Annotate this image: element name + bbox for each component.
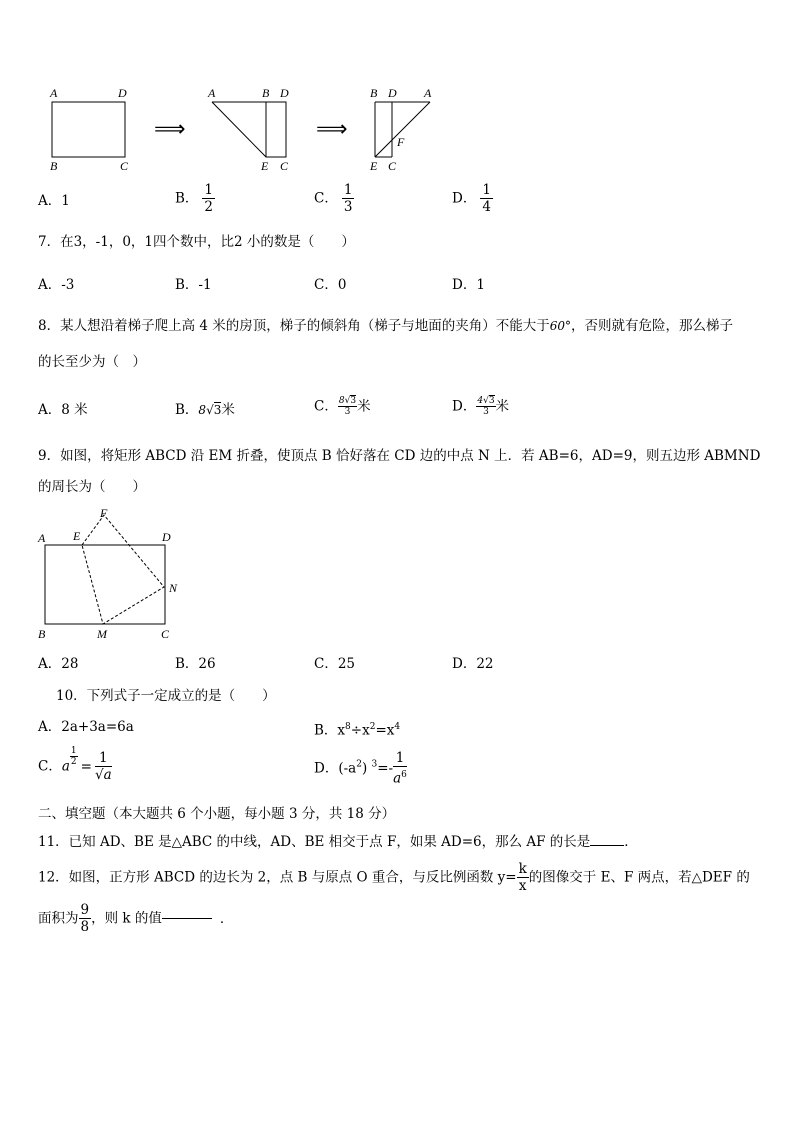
exponent-fraction: $\frac{1}{2}$ (70, 746, 77, 767)
fig2-label-b: B (262, 86, 270, 100)
q9-option-c[interactable]: C．25 (314, 656, 356, 672)
q10-stem: 10．下列式子一定成立的是（ ） (56, 688, 276, 704)
fraction: $\frac{1}{3}$ (343, 182, 353, 215)
fig3-label-a: A (424, 86, 432, 100)
q9-stem-line1: 9．如图，将矩形 ABCD 沿 EM 折叠，使顶点 B 恰好落在 CD 边的中点 N 上．若 AB=6，AD=9，则五边形 ABMND (38, 448, 761, 464)
q9-label-c: C (161, 627, 170, 641)
q7-stem: 7．在3，-1，0，1四个数中，比2 小的数是（ ） (38, 234, 355, 250)
option-prefix: C． (314, 190, 338, 207)
fig2-label-a: A (208, 86, 216, 100)
q9-option-d[interactable]: D．22 (452, 656, 494, 672)
q6-option-c[interactable] (314, 182, 354, 215)
fraction: $\frac{1}{2}$ (204, 182, 214, 215)
fold-dashed-lines (82, 515, 164, 624)
fig2-label-e: E (261, 159, 269, 173)
fraction: $\frac{1}{4}$ (482, 182, 491, 215)
fig3-label-c: C (388, 159, 397, 173)
fraction: $\frac{k}{x}$ (518, 861, 527, 894)
q9-label-e: E (73, 529, 81, 543)
section-2-title: 二、填空题（本大题共 6 个小题，每小题 3 分，共 18 分） (38, 806, 396, 822)
fold-shape-2 (212, 102, 286, 157)
fig3-label-e: E (370, 159, 378, 173)
fraction: $\frac{8√3}{3}$ (338, 396, 357, 417)
q8-stem-line1: 8．某人想沿着梯子爬上高 4 米的房顶，梯子的倾斜角（梯子与地面的夹角）不能大于60°，否则就有危险，那么梯子 (38, 318, 734, 334)
q9-option-b[interactable]: B．26 (175, 656, 216, 672)
fig1-label-a: A (50, 86, 58, 100)
q9-option-a[interactable]: A．28 (38, 656, 79, 672)
q9-label-a: A (38, 531, 46, 545)
arrow-icon: ⟹ (154, 117, 186, 142)
q9-label-f: F (100, 506, 108, 520)
fraction: $\frac{1}{√a}$ (94, 750, 112, 783)
q10-option-d[interactable]: D．$(-a^2)$ $^3$=- $\frac{1}{a^6}$ (314, 750, 407, 787)
q12-stem-line2: 面积为 $\frac{9}{8}$ ，则 k 的值 ． (38, 902, 234, 935)
q9-label-b: B (38, 627, 46, 641)
fig1-label-c: C (120, 159, 129, 173)
q9-label-d: D (162, 530, 171, 544)
fig3-label-b: B (370, 86, 378, 100)
q8-option-b[interactable]: B．8√3米 (175, 402, 235, 418)
option-prefix: A． (38, 193, 62, 209)
q6-option-d[interactable] (452, 182, 493, 215)
q7-option-d[interactable]: D．1 (452, 277, 485, 293)
q6-option-a[interactable] (38, 192, 70, 210)
q9-label-n: N (169, 581, 178, 595)
rectangle-abcd (45, 545, 165, 624)
q7-option-a[interactable]: A．-3 (38, 277, 75, 293)
fig3-label-d: D (388, 86, 397, 100)
q8-option-c[interactable]: C． $\frac{8√3}{3}$ 米 (314, 396, 371, 417)
option-prefix: D． (452, 190, 477, 207)
fig1-label-b: B (50, 159, 58, 173)
fig2-label-d: D (280, 86, 289, 100)
fraction: $\frac{9}{8}$ (80, 902, 90, 935)
fraction: $\frac{1}{a^6}$ (393, 750, 407, 787)
fold-sequence-figure (36, 80, 456, 178)
q6-option-b[interactable] (175, 182, 215, 215)
arrow-icon: ⟹ (316, 117, 348, 142)
q8-stem-line2: 的长至少为（ ） (38, 354, 146, 370)
q9-stem-line2: 的周长为（ ） (38, 479, 146, 495)
q12-stem-line1: 12．如图，正方形 ABCD 的边长为 2，点 B 与原点 O 重合，与反比例函数 y= $\frac{k}{x}$ 的图像交于 E、F 两点，若△DEF 的 (38, 861, 750, 894)
q9-label-m: M (97, 627, 107, 641)
option-value: 1 (61, 193, 70, 209)
q9-fold-figure (36, 505, 186, 645)
q8-option-d[interactable]: D． $\frac{4√3}{3}$ 米 (452, 396, 510, 417)
fig2-label-c: C (280, 159, 289, 173)
q7-option-c[interactable]: C．0 (314, 277, 347, 293)
option-prefix: B． (175, 190, 199, 207)
fig3-label-f: F (397, 135, 405, 149)
fig1-label-d: D (118, 86, 127, 100)
answer-blank[interactable] (590, 845, 624, 846)
q10-option-a[interactable]: A．2a+3a=6a (38, 719, 134, 735)
q10-option-b[interactable]: B．$x^8\div x^2=x^4$ (314, 722, 401, 739)
q11-stem: 11．已知 AD、BE 是△ABC 的中线，AD、BE 相交于点 F，如果 AD=6，那么 AF 的长是 ． (38, 834, 638, 850)
q8-option-a[interactable]: A．8 米 (38, 402, 88, 418)
q7-option-b[interactable]: B．-1 (175, 277, 212, 293)
fraction: $\frac{4√3}{3}$ (477, 396, 495, 417)
answer-blank[interactable] (162, 918, 212, 919)
q10-option-c[interactable]: C．a $\frac{1}{2}$ = $\frac{1}{√a}$ (38, 746, 112, 783)
rect-abcd (52, 102, 125, 157)
angle-value: 60° (549, 319, 572, 333)
